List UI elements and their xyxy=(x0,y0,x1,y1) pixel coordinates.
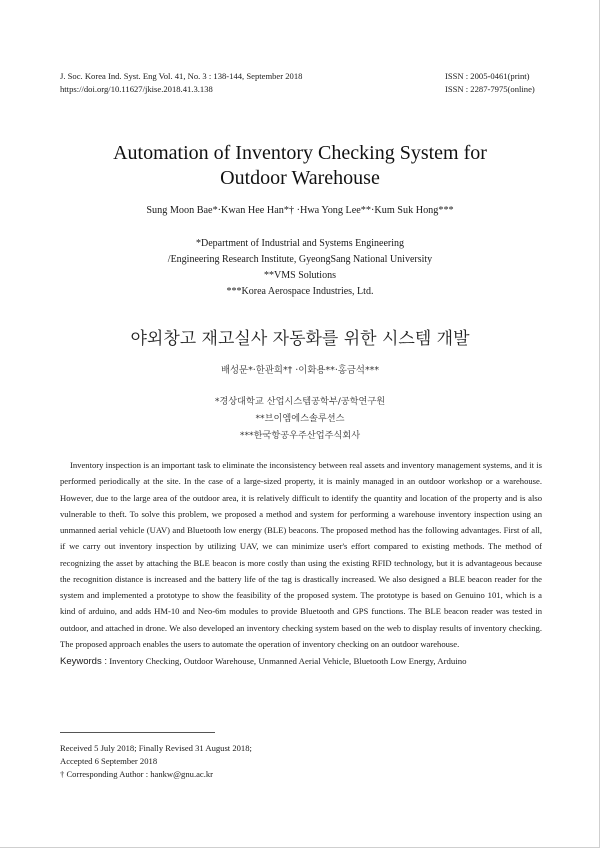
doi-link[interactable]: https://doi.org/10.11627/jkise.2018.41.3.138 xyxy=(60,84,213,94)
affiliations-en xyxy=(0,236,600,300)
keywords-label: Keywords : xyxy=(60,656,107,667)
authors-en: Sung Moon Bae*·Kwan Hee Han*† ·Hwa Yong Lee**·Kum Suk Hong*** xyxy=(146,205,454,216)
footnote-accepted: Accepted 6 September 2018 xyxy=(60,756,158,766)
keywords-text: Inventory Checking, Outdoor Warehouse, Unmanned Aerial Vehicle, Bluetooth Low Energy, Arduino xyxy=(109,656,467,666)
journal-citation: J. Soc. Korea Ind. Syst. Eng Vol. 41, No. 3 : 138-144, September 2018 xyxy=(60,71,303,81)
affiliations-ko xyxy=(0,393,600,444)
issn-online: ISSN : 2287-7975(online) xyxy=(445,84,535,94)
issn-print: ISSN : 2005-0461(print) xyxy=(445,71,530,81)
keywords xyxy=(60,656,542,667)
title-line-2: Outdoor Warehouse xyxy=(220,167,380,189)
paper-title-ko: 야외창고 재고실사 자동화를 위한 시스템 개발 xyxy=(130,329,470,349)
affiliation-en-4: ***Korea Aerospace Industries, Ltd. xyxy=(226,286,374,297)
abstract-text: Inventory inspection is an important task to eliminate the inconsistency between real assets and inventory management systems, and it is performed periodically at the site. In the case of a large-sized property, it is mainly managed in an outdoor workshop or a warehouse. However, due to the large area of the outdoor area, it is relatively difficult to identify the quantity and location of the property and is also vulnerable to theft. To solve this problem, we proposed a method and system for performing a warehouse inventory inspection using an unmanned aerial vehicle (UAV) and Bluetooth low energy (BLE) beacons. The proposed method has the following advantages. First of all, if we carry out inventory inspection by utilizing UAV, we can minimize user's effort compared to existing methods. The method of recognizing the asset by attaching the BLE beacon is more costly than using the existing RFID technology, but it is advantageous because the recognition distance is increased and the battery life of the tag is drastically increased. We also designed a BLE beacon reader for the system and implemented a prototype to show the feasibility of the proposed system. The prototype is based on Genuino 101, which is a kind of arduino, and adds HM-10 and Neo-6m modules to provide Bluetooth and GPS functions. The BLE beacon reader was tested in outdoor, and attached in drone. We also developed an inventory checking system based on the web to display results of inventory checking. The proposed approach enables the users to automate the operation of inventory checking on an outdoor warehouse. xyxy=(60,460,542,649)
footnote-corresponding-author: † Corresponding Author : hankw@gnu.ac.kr xyxy=(60,769,214,779)
affiliation-en-2: /Engineering Research Institute, GyeongSang National University xyxy=(167,254,433,265)
footnotes xyxy=(60,742,252,781)
paper-title-en xyxy=(0,141,600,191)
title-line-1: Automation of Inventory Checking System for xyxy=(113,142,487,164)
affiliation-ko-1: *경상대학교 산업시스템공학부/공학연구원 xyxy=(214,396,386,407)
issn-block xyxy=(445,70,535,96)
affiliation-ko-2: **브이엠에스솔루션스 xyxy=(255,413,345,424)
affiliation-ko-3: ***한국항공우주산업주식회사 xyxy=(239,430,361,441)
footnote-divider xyxy=(60,732,215,733)
affiliation-en-1: *Department of Industrial and Systems Engineering xyxy=(195,238,404,249)
authors-ko: 배성문*·한관희*† ·이화용**·홍금석*** xyxy=(220,365,380,376)
journal-header xyxy=(60,70,302,96)
affiliation-en-3: **VMS Solutions xyxy=(264,270,336,281)
footnote-received: Received 5 July 2018; Finally Revised 31 August 2018; xyxy=(60,743,252,753)
